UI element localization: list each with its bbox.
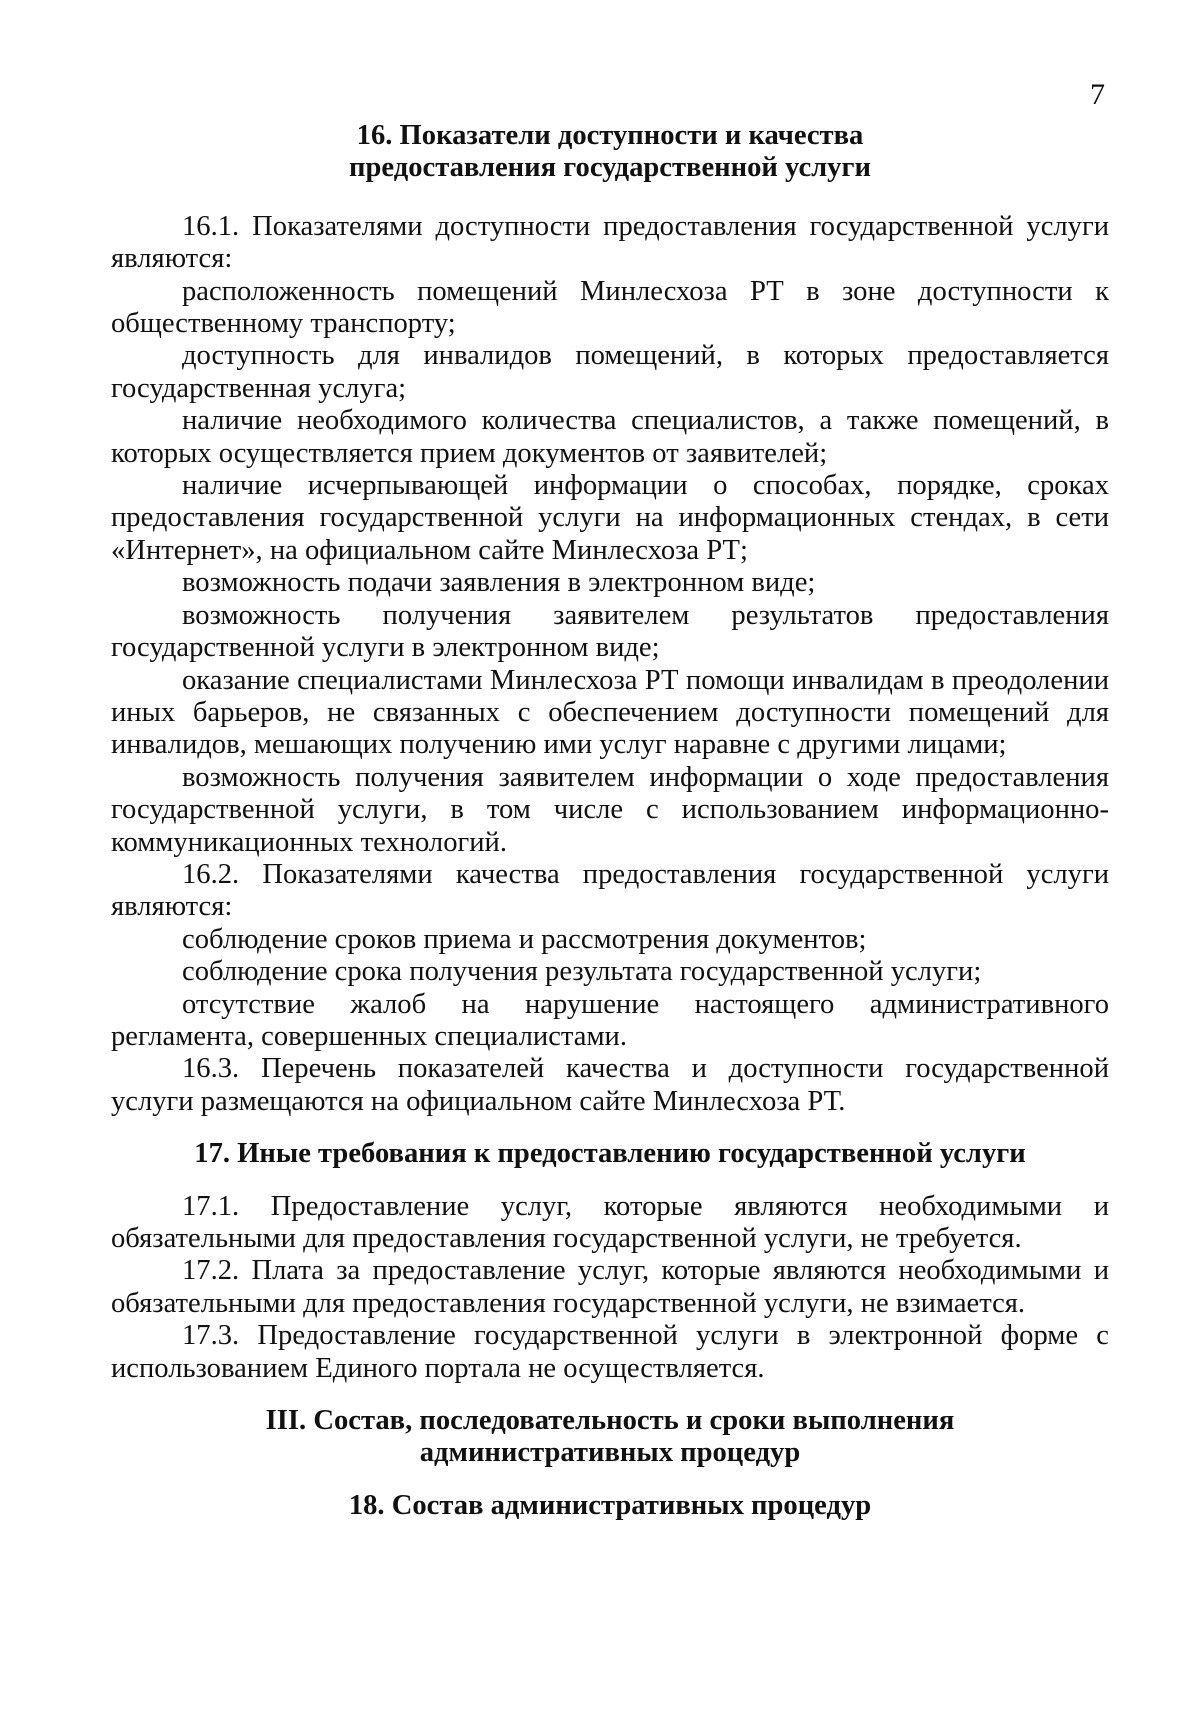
paragraph-16-1-item: возможность получения заявителем информации о ходе предоставления государственной услуги, в том числе с использованием информационно-коммуникационных технологий. [111,761,1109,858]
paragraph-16-1-item: доступность для инвалидов помещений, в которых предоставляется государственная услуга; [111,340,1109,404]
paragraph-16-2: 16.2. Показателями качества предоставления государственной услуги являются: [111,858,1109,923]
spacer [111,1470,1109,1490]
paragraph-16-1-item: возможность получения заявителем результатов предоставления государственной услуги в электронном виде; [111,599,1109,664]
paragraph-16-1: 16.1. Показателями доступности предоставления государственной услуги являются: [111,210,1109,275]
section-18-heading: 18. Состав административных процедур [348,1489,872,1521]
paragraph-16-1-item: наличие исчерпывающей информации о способах, порядке, сроках предоставления государственной услуги на информационных стендах, в сети «Интернет», на официальном сайте Минлесхоза РТ; [111,470,1109,566]
spacer [111,185,1109,211]
paragraph-17-1: 17.1. Предоставление услуг, которые являются необходимыми и обязательными для предоставления государственной услуги, не требуется. [111,1190,1109,1254]
paragraph-16-1-item: наличие необходимого количества специалистов, а также помещений, в которых осуществляется прием документов от заявителей; [111,405,1109,469]
section-17-body [111,1191,1109,1385]
document-body [111,120,1109,1522]
section-16-heading [111,120,1109,185]
paragraph-16-1-item: возможность подачи заявления в электронном виде; [182,567,816,599]
paragraph-16-1-item: расположенность помещений Минлесхоза РТ в зоне доступности к общественному транспорту; [111,275,1109,340]
paragraph-16-3: 16.3. Перечень показателей качества и доступности государственной услуги размещаются на официальном сайте Минлесхоза РТ. [111,1053,1109,1117]
paragraph-16-2-item: соблюдение срока получения результата государственной услуги; [182,956,982,988]
section-3-heading-line1: III. Состав, последовательность и сроки выполнения [265,1405,955,1437]
section-16-body [111,211,1109,1118]
section-3-heading [111,1405,1109,1470]
spacer [111,1118,1109,1138]
section-16-heading-text: 16. Показатели доступности и качества предоставления государственной услуги [349,120,871,184]
spacer [111,1171,1109,1191]
paragraph-16-1-item: оказание специалистами Минлесхоза РТ помощи инвалидам в преодолении иных барьеров, не связанных с обеспечением доступности помещений для инвалидов, мешающих получению ими услуг наравне с другими лицами; [111,664,1109,761]
spacer [111,1385,1109,1405]
paragraph-17-2: 17.2. Плата за предоставление услуг, которые являются необходимыми и обязательными для предоставления государственной услуги, не взимается. [111,1255,1109,1319]
page-number: 7 [1090,78,1105,111]
paragraph-16-2-item: отсутствие жалоб на нарушение настоящего административного регламента, совершенных специалистами. [111,988,1109,1052]
paragraph-16-2-item: соблюдение сроков приема и рассмотрения документов; [182,923,867,955]
section-17-heading: 17. Иные требования к предоставлению государственной услуги [194,1138,1026,1170]
paragraph-17-3: 17.3. Предоставление государственной услуги в электронной форме с использованием Единого портала не осуществляется. [111,1320,1109,1384]
section-3-heading-line2: административных процедур [419,1437,801,1469]
